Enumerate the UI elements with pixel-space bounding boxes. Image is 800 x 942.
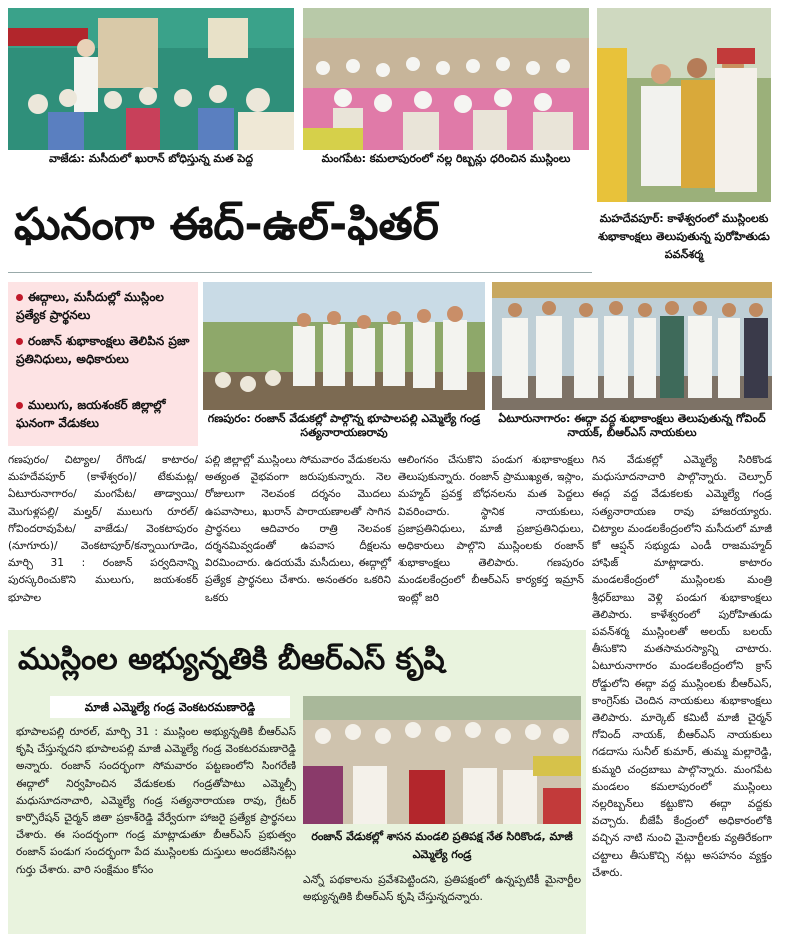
highlight-item: ములుగు, జయశంకర్ జిల్లాల్లో ఘనంగా వేడుకలు [16, 398, 166, 430]
photo-caption-council: రంజాన్ వేడుకల్లో శాసన మండలి ప్రతిపక్ష నేత సిరికొండ, మాజీ ఎమ్మెల్యే గండ్ర [311, 830, 573, 861]
bullet-dot-icon [16, 294, 23, 301]
photo-eturunagaram-greetings [492, 282, 772, 410]
photo-caption-mangapet: మంగపేట: కమలాపురంలో నల్ల రిబ్బన్లు ధరించిన ముస్లింలు [321, 152, 571, 165]
story1-column-3: ఆలింగనం చేసుకొని పండుగ శుభాకాంక్షలు తెలుపుకున్నారు. రంజాన్ ప్రాముఖ్యత, ఇస్లాం, మహ్మద్ ప్రవక్త బోధనలను మత పెద్దలు వివరించారు. స్థానిక నాయకులు, ప్రజాప్రతినిధులు, మాజీ ప్రజాప్రతినిధులు, అధికారులు పాల్గొని ముస్లింలకు రంజాన్ శుభాకాంక్షలు తెలిపారు. గణపురం మండలకేంద్రంలో బీఆర్ఎస్ కార్యకర్త ఇమ్రాన్ ఇంట్లో జరి [398, 454, 584, 604]
bullet-dot-icon [16, 402, 23, 409]
story2-column-2: ఎన్నో పథకాలను ప్రవేశపెట్టిందని, ప్రతిపక్షంలో ఉన్నప్పటికీ మైనార్టీల అభ్యున్నతికి బీఆర్ఎస్ కృషి చేస్తున్నదన్నారు. [303, 874, 581, 904]
story2-headline: ముస్లింల అభ్యున్నతికి బీఆర్ఎస్ కృషి [18, 642, 445, 677]
photo-mosque-quran [8, 8, 294, 150]
photo-caption-ganapuram: గణపురం: రంజాన్ వేడుకల్లో పాల్గొన్న భూపాలపల్లి ఎమ్మెల్యే గండ్ర సత్యనారాయణరావు [207, 412, 481, 439]
bullet-dot-icon [16, 338, 23, 345]
story1-column-1: గణపురం/ చిట్యాల/ రేగొండ/ కాటారం/ మహదేవపూర్ (కాళేశ్వరం)/ టేకుమట్ల/ఏటూరునాగారం/ మంగపేట/ తాడ్వాయి/ మొగుళ్లపల్లి/ మల్హర్/ ములుగు రూరల్/ గోవిందరావుపేట/ వాజేడు/ వెంకటాపురం (నూగూరు)/ వెంకటాపూర్/కన్నాయిగూడెం, మార్చి 31 : రంజాన్ పర్వదినాన్ని పురస్కరించుకొని ములుగు, జయశంకర్ భూపాల [8, 454, 198, 604]
photo-black-ribbons [303, 8, 589, 150]
main-headline: ఘనంగా ఈద్-ఉల్-ఫితర్ [14, 199, 439, 250]
photo-ganapuram-mla [203, 282, 485, 410]
story2-subhead: మాజీ ఎమ్మెల్యే గండ్ర వెంకటరమణారెడ్డి [50, 696, 290, 718]
divider [8, 272, 592, 273]
photo-caption-mahadevpur: మహదేవపూర్: కాళేశ్వరంలో ముస్లింలకు శుభాకాంక్షలు తెలుపుతున్న పురోహితుడు పవన్‌శర్మ [598, 212, 770, 261]
highlight-item: ఈద్గాలు, మసీదుల్లో ముస్లింల ప్రత్యేక ప్రార్థనలు [16, 290, 164, 322]
story1-column-2: పల్లి జిల్లాల్లో ముస్లింలు సోమవారం వేడుకలను అత్యంత వైభవంగా జరుపుకున్నారు. నెల రోజులుగా నెలవంక దర్శనం మొదలు ఉపవాసాలు, ఖురాన్ పారాయణాలతో సాగిన ప్రార్థనలు ఆదివారం రాత్రి నెలవంక దర్శనమివ్వడంతో ఉపవాస దీక్షలను విరమించారు. ఉదయమే మసీదులు, ఈద్గాల్లో ప్రత్యేక ప్రార్థనలు చేశారు. అనంతరం ఒకరిని ఒకరు [205, 454, 391, 604]
story2-column-1: భూపాలపల్లి రూరల్, మార్చి 31 : ముస్లింల అభ్యున్నతికి బీఆర్ఎస్ కృషి చేస్తున్నదని భూపాలపల్లి మాజీ ఎమ్మెల్యే గండ్ర వెంకటరమణారెడ్డి అన్నారు. రంజాన్ సందర్భంగా సోమవారం పట్టణంలోని సింగరేణి ఈద్గాలో నిర్వహించిన వేడుకలకు గండ్రతోపాటు ఎమ్మెల్సీ మధుసూదనాచారి, ఎమ్మెల్యే గండ్ర సత్యనారాయణ రావు, గ్రేటర్ కార్పొరేషన్ చైర్మన్ జితా ప్రకాశ్‌రెడ్డి వేర్వేరుగా హాజరై ప్రత్యేక ప్రార్థనలు చేశారు. ఈ సందర్భంగా గండ్ర మాట్లాడుతూ బీఆర్ఎస్ ప్రభుత్వం రంజాన్ పండుగ సందర్భంగా పేద ముస్లింలకు దుస్తులు అందజేసినట్లు గుర్తు చేశారు. వారి సంక్షేమం కోసం [16, 726, 296, 876]
photo-ranjan-council [303, 696, 581, 824]
photo-caption-vajedu: వాజేడు: మసీదులో ఖురాన్ బోధిస్తున్న మత పెద్ద [49, 152, 253, 165]
photo-caption-eturunagaram: ఏటూరునాగారం: ఈద్గా వద్ద శుభాకాంక్షలు తెలుపుతున్న గోవింద్ నాయక్, బీఆర్ఎస్ నాయకులు [498, 412, 766, 439]
photo-priest-greetings [597, 8, 771, 202]
highlight-item: రంజాన్ శుభాకాంక్షలు తెలిపిన ప్రజా ప్రతినిధులు, అధికారులు [16, 334, 190, 366]
story1-column-4: గిన వేడుకల్లో ఎమ్మెల్యే సిరికొండ మధుసూదనాచారి పాల్గొన్నారు. చెల్పూర్ ఈద్గ వద్ద వేడుకలకు ఎమ్మెల్యే గండ్ర సత్యనారాయణ రావు హాజరయ్యారు. చిట్యాల మండలకేంద్రంలోని మసీదులో మాజీ కో ఆప్షన్ సభ్యుడు ఎండీ రాజమహ్మద్ హాఫిజ్ మాట్లాడారు. కాటారం మండలకేంద్రంలో ముస్లింలకు మంత్రి శ్రీధర్‌బాబు వెళ్లి పండుగ శుభాకాంక్షలు తెలిపారు. కాళేశ్వరంలో పురోహితుడు పవన్‌శర్మ ముస్లింలతో అలయ్ బలయ్ తీసుకొని మతసామరస్యాన్ని చాటారు. ఏటూరునాగారం మండలకేంద్రంలోని క్రాస్ రోడ్డులోని ఈద్గా వద్ద ముస్లింలకు బీఆర్ఎస్, కాంగ్రెస్‌కు చెందిన నాయకులు శుభాకాంక్షలు తెలిపారు. మార్కెట్ కమిటీ మాజీ చైర్మన్ గోవింద్ నాయక్, బీఆర్ఎస్ నాయకులు గడదాసు సునీల్ కుమార్, తుమ్మ మల్లారెడ్డి, కుమ్మరి చంద్రబాబు పాల్గొన్నారు. మంగపేట మండలం కమలాపురంలో ముస్లింలు నల్లరిబ్బన్‌లు కట్టుకొని ఈద్గా వద్దకు వచ్చారు. బీజేపీ కేంద్రంలో అధికారంలోకి వచ్చిన నాటి నుంచి మైనార్టీలకు వ్యతిరేకంగా చట్టాలు తీసుకొచ్చి నట్లు అసహనం వ్యక్తం చేశారు. [592, 454, 772, 879]
